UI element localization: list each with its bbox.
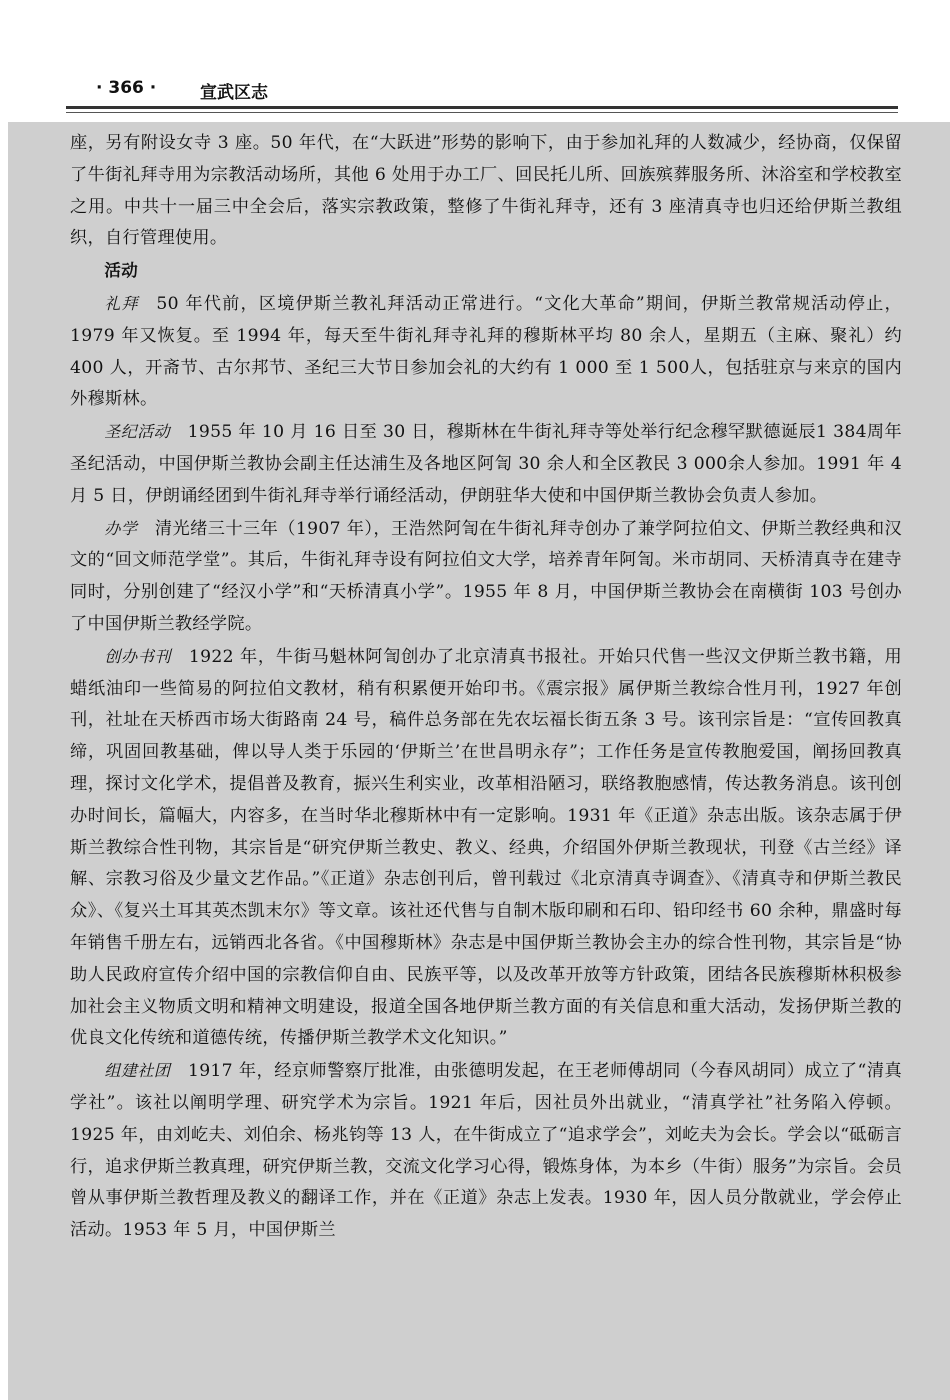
text-shukan: 1922 年，牛街马魁林阿訇创办了北京清真书报社。开始只代售一些汉文伊斯兰教书籍，用蜡纸油印一些简易的阿拉伯文教材，稍有积累便开始印书。《震宗报》属伊斯兰教综合性月刊，1927 年创刊，社址在天桥西市场大街路南 24 号，稿件总务部在先农坛福长街五条 3 号。该刊宗旨是：“宣传回教真缔，巩固回教基础，俾以导人类于乐园的‘伊斯兰’在世昌明永存”；工作任务是宣传教胞爱国，阐扬回教真理，探讨文化学术，提倡普及教育，振兴生利实业，改革相沿陋习，联络教胞感情，传达教务消息。该刊创办时间长，篇幅大，内容多，在当时华北穆斯林中有一定影响。1931 年《正道》杂志出版。该杂志属于伊斯兰教综合性刊物，其宗旨是“研究伊斯兰教史、教义、经典，介绍国外伊斯兰教现状，刊登《古兰经》译解、宗教习俗及少量文艺作品。”《正道》杂志创刊后，曾刊载过《北京清真寺调查》、《清真寺和伊斯兰教民众》、《复兴土耳其英杰凯末尔》等文章。该社还代售与自制木版印刷和石印、铅印经书 60 余种，鼎盛时每年销售千册左右，远销西北各省。《中国穆斯林》杂志是中国伊斯兰教协会主办的综合性刊物，其宗旨是“协助人民政府宣传介绍中国的宗教信仰自由、民族平等，以及改革开放等方针政策，团结各民族穆斯林积极参加社会主义物质文明和精神文明建设，报道全国各地伊斯兰教方面的有关信息和重大活动，发扬伊斯兰教的优良文化传统和道德传统，传播伊斯兰教学术文化知识。” (70, 646, 903, 1049)
text-banxue: 清光绪三十三年（1907 年），王浩然阿訇在牛街礼拜寺创办了兼学阿拉伯文、伊斯兰教经典和汉文的“回文师范学堂”。其后，牛街礼拜寺设有阿拉伯文大学，培养青年阿訇。米市胡同、天桥清真寺在建寺同时，分别创建了“经汉小学”和“天桥清真小学”。1955 年 8 月，中国伊斯兰教协会在南横街 103 号创办了中国伊斯兰教经学院。 (70, 518, 903, 634)
header-rule-thick (66, 106, 898, 109)
subheading-banxue: 办学 (104, 518, 138, 538)
paragraph-shetuan (70, 1055, 902, 1247)
paragraph-shengji (70, 416, 902, 512)
subheading-shetuan: 组建社团 (104, 1061, 171, 1081)
subheading-shengji: 圣纪活动 (104, 422, 171, 442)
body-text (70, 128, 902, 1247)
section-heading-label: 活动 (104, 261, 138, 281)
book-title: 宣武区志 (200, 83, 268, 103)
page-number: · 366 · (96, 78, 157, 98)
text-shengji: 1955 年 10 月 16 日至 30 日，穆斯林在牛街礼拜寺等处举行纪念穆罕默德诞辰1 384周年圣纪活动，中国伊斯兰教协会副主任达浦生及各地区阿訇 30 余人和全区教民 3 000余人参加。1991 年 4 月 5 日，伊朗诵经团到牛街礼拜寺举行诵经活动，伊朗驻华大使和中国伊斯兰教协会负责人参加。 (70, 422, 902, 506)
paragraph-shukan (70, 641, 902, 1055)
subheading-libai: 礼拜 (104, 293, 139, 313)
section-heading (70, 255, 902, 288)
text-shetuan: 1917 年，经京师警察厅批准，由张德明发起，在王老师傅胡同（今春风胡同）成立了“清真学社”。该社以阐明学理、研究学术为宗旨。1921 年后，因社员外出就业，“清真学社”社务陷入停顿。1925 年，由刘屹夫、刘伯余、杨兆钧等 13 人，在牛街成立了“追求学会”，刘屹夫为会长。学会以“砥砺言行，追求伊斯兰教真理，研究伊斯兰教，交流文化学习心得，锻炼身体，为本乡（牛街）服务”为宗旨。会员曾从事伊斯兰教哲理及教义的翻译工作，并在《正道》杂志上发表。1930 年，因人员分散就业，学会停止活动。1953 年 5 月，中国伊斯兰 (70, 1061, 902, 1241)
subheading-shukan: 创办书刊 (104, 646, 172, 666)
paragraph-banxue (70, 513, 902, 641)
text-libai: 50 年代前，区境伊斯兰教礼拜活动正常进行。“文化大革命”期间，伊斯兰教常规活动停止，1979 年又恢复。至 1994 年，每天至牛街礼拜寺礼拜的穆斯林平均 80 余人，星期五（主麻、聚礼）约 400 人，开斋节、古尔邦节、圣纪三大节日参加会礼的大约有 1 000 至 1 500人，包括驻京与来京的国内外穆斯林。 (70, 293, 902, 410)
paragraph-libai (70, 288, 902, 416)
paragraph-continuation: 座，另有附设女寺 3 座。50 年代，在“大跃进”形势的影响下，由于参加礼拜的人数减少，经协商，仅保留了牛街礼拜寺用为宗教活动场所，其他 6 处用于办工厂、回民托儿所、回族殡葬服务所、沐浴室和学校教室之用。中共十一届三中全会后，落实宗教政策，整修了牛街礼拜寺，还有 3 座清真寺也归还给伊斯兰教组织，自行管理使用。 (70, 133, 902, 249)
header-rule-thin (66, 112, 898, 113)
page-header (0, 0, 950, 122)
